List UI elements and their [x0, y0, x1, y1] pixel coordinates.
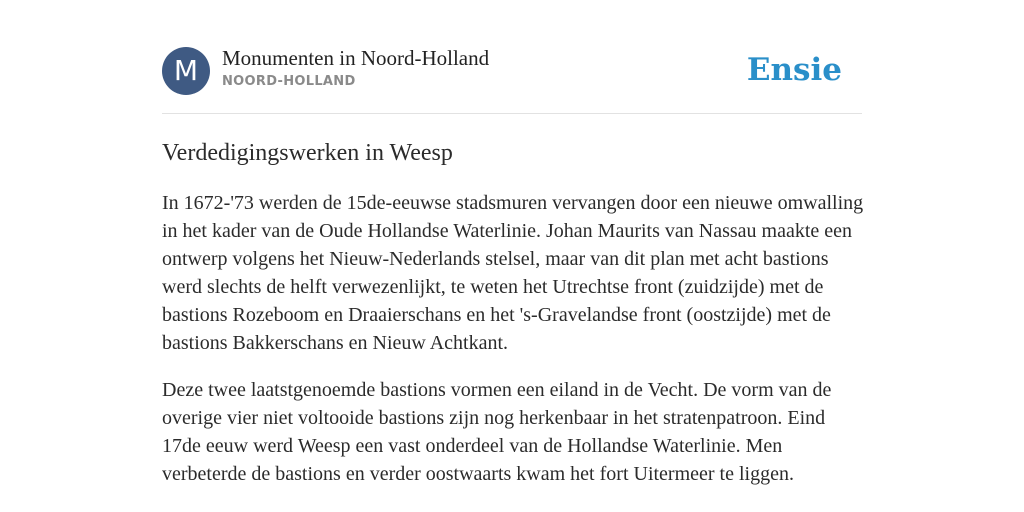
header-divider	[162, 113, 862, 114]
article-paragraph-2: Deze twee laatstgenoemde bastions vormen een eiland in de Vecht. De vorm van de overige vier niet voltooide bastions zijn nog herkenbaar in het stratenpatroon. Eind 17de eeuw werd Weesp een vast onderdeel van de Hollandse Waterlinie. Men verbeterde de bastions en verder oostwaarts kwam het fort Uitermeer te liggen.	[162, 379, 832, 485]
article-paragraph-1: In 1672-'73 werden de 15de-eeuwse stadsmuren vervangen door een nieuwe omwalling in het kader van de Oude Hollandse Waterlinie. Johan Maurits van Nassau maakte een ontwerp volgens het Nieuw-Nederlands stelsel, maar van dit plan met acht bastions werd slechts de helft verwezenlijkt, te weten het Utrechtse front (zuidzijde) met de bastions Rozeboom en Draaierschans en het 's-Gravelandse front (oostzijde) met de bastions Bakkerschans en Nieuw Achtkant.	[162, 192, 864, 354]
site-title-link[interactable]: Monumenten in Noord-Holland	[222, 46, 490, 70]
avatar[interactable]: M	[162, 47, 210, 95]
article-title: Verdedigingswerken in Weesp	[162, 140, 453, 166]
site-subtitle-link[interactable]: NOORD-HOLLAND	[222, 74, 356, 89]
header	[162, 46, 862, 96]
ensie-logo[interactable]: Ensie	[746, 52, 842, 88]
article	[162, 137, 864, 488]
title-block	[222, 46, 489, 90]
